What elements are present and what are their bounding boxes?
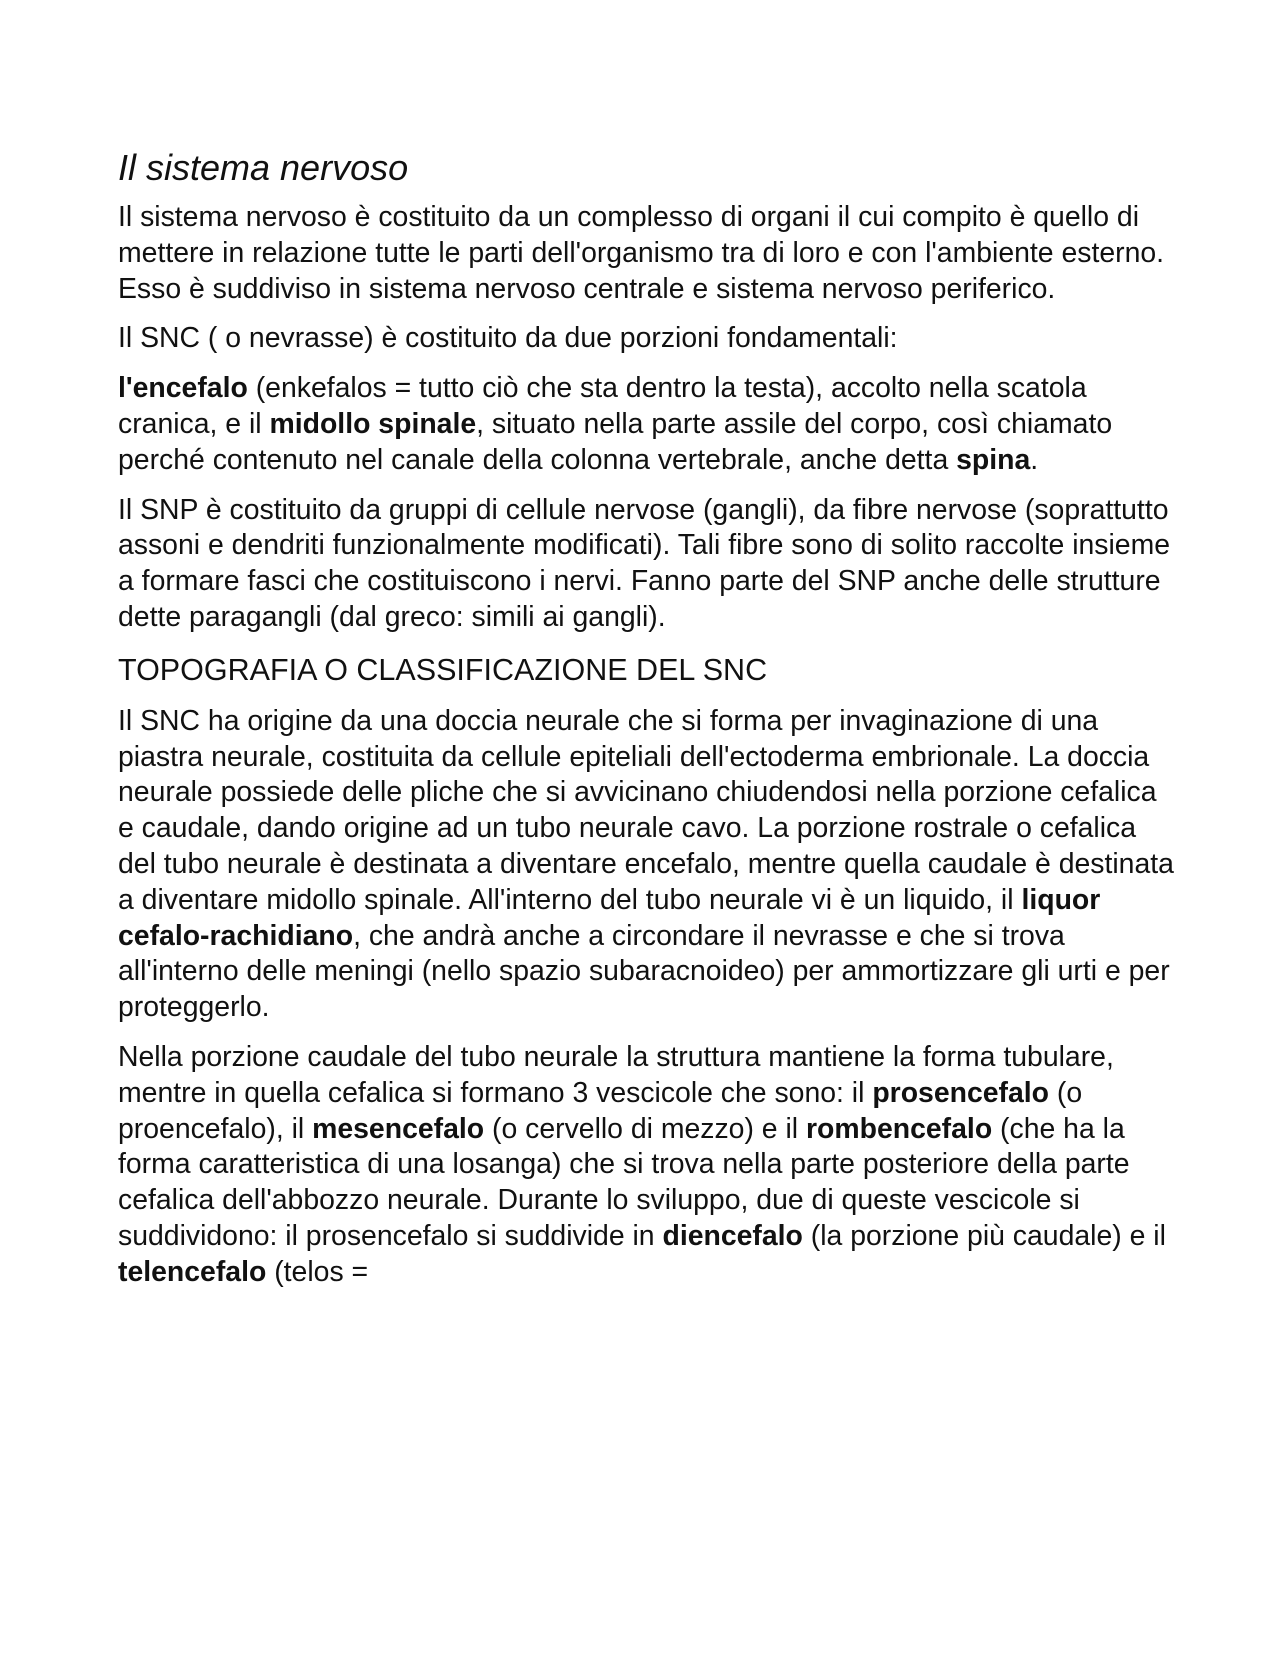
text-span: Nella porzione caudale del tubo neurale la struttura mantiene la forma tubulare, mentre in quella cefalica si formano 3 vescicole che sono: il — [118, 1040, 1114, 1109]
term-spina: spina — [956, 443, 1031, 476]
text-span: , che andrà anche a circondare il nevrasse e che si trova all'interno delle meningi (nello spazio subaracnoideo) per ammortizzare gli urti e per proteggerlo. — [118, 919, 1170, 1024]
text-span: . — [1030, 443, 1039, 476]
paragraph-snc-intro: Il SNC ( o nevrasse) è costituito da due porzioni fondamentali: — [118, 322, 898, 355]
text-span: (che ha la forma caratteristica di una losanga) che si trova nella parte posteriore della parte cefalica dell'abbozzo neurale. Durante lo sviluppo, due di queste vescicole si suddividono: il prosencefalo si suddivide in — [118, 1112, 1130, 1252]
section-heading-topografia: TOPOGRAFIA O CLASSIFICAZIONE DEL SNC — [118, 652, 768, 687]
term-midollo-spinale: midollo spinale — [269, 407, 477, 440]
term-rombencefalo: rombencefalo — [806, 1112, 993, 1145]
text-span: , situato nella parte assile del corpo, così chiamato perché contenuto nel canale della colonna vertebrale, anche detta — [118, 407, 1113, 476]
paragraph-snp: Il SNP è costituito da gruppi di cellule nervose (gangli), da fibre nervose (soprattutto assoni e dendriti funzionalmente modificati). Tali fibre sono di solito raccolte insieme a formare fasci che costituiscono i nervi. Fanno parte del SNP anche delle strutture dette paragangli (dal greco: simili ai gangli). — [118, 493, 1171, 633]
term-diencefalo: diencefalo — [662, 1219, 803, 1252]
term-mesencefalo: mesencefalo — [312, 1112, 485, 1145]
document-title: Il sistema nervoso — [118, 147, 409, 188]
term-telencefalo: telencefalo — [118, 1255, 267, 1288]
text-span: (telos = — [266, 1255, 369, 1288]
term-encefalo: l'encefalo — [118, 372, 248, 405]
text-span: (enkefalos = tutto ciò che sta dentro la testa), accolto nella scatola cranica, e il — [118, 372, 1087, 440]
text-span: (o cervello di mezzo) e il — [484, 1112, 806, 1145]
document-page — [118, 146, 1178, 1305]
paragraph-vescicole — [118, 1040, 1178, 1291]
term-liquor: liquor cefalo-rachidiano — [118, 883, 1101, 952]
text-span: (la porzione più caudale) e il — [802, 1219, 1166, 1252]
paragraph-encefalo — [118, 371, 1178, 478]
text-span: Il SNC ha origine da una doccia neurale che si forma per invaginazione di una piastra neurale, costituita da cellule epiteliali dell'ectoderma embrionale. La doccia neurale possiede delle pliche che si avvicinano chiudendosi nella porzione cefalica e caudale, dando origine ad un tubo neurale cavo. La porzione rostrale o cefalica del tubo neurale è destinata a diventare encefalo, mentre quella caudale è destinata a diventare midollo spinale. All'interno del tubo neurale vi è un liquido, il — [118, 704, 1174, 916]
text-span: (o proencefalo), il — [118, 1076, 1083, 1145]
paragraph-intro: Il sistema nervoso è costituito da un complesso di organi il cui compito è quello di mettere in relazione tutte le parti dell'organismo tra di loro e con l'ambiente esterno. Esso è suddiviso in sistema nervoso centrale e sistema nervoso periferico. — [118, 201, 1165, 305]
paragraph-origine-snc — [118, 704, 1178, 1026]
term-prosencefalo: prosencefalo — [872, 1076, 1050, 1109]
